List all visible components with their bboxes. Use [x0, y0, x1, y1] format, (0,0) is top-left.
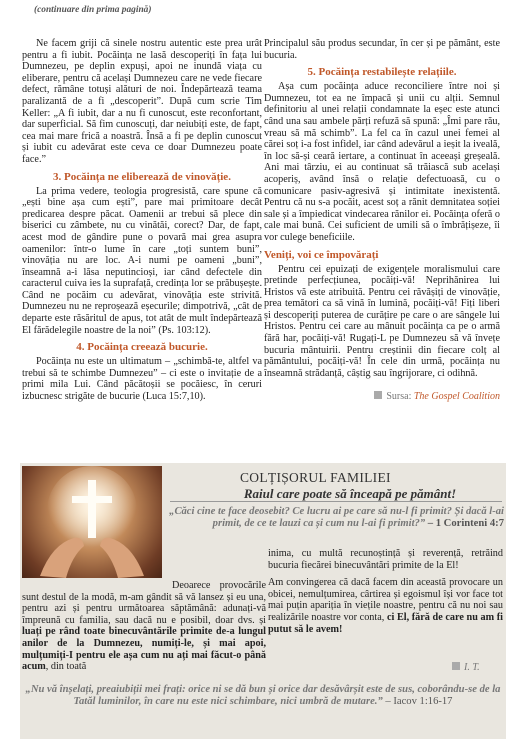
paragraph	[268, 577, 503, 635]
section-heading-6: Veniți, voi ce împovărați	[264, 248, 379, 261]
square-icon	[452, 662, 460, 670]
family-corner-subtitle: Raiul care poate să înceapă pe pământ!	[243, 486, 457, 501]
text-span: , din toată	[45, 661, 87, 673]
right-column	[264, 38, 500, 402]
signature	[452, 662, 480, 673]
cross-hands-image	[22, 466, 162, 578]
source-label: Sursa:	[386, 391, 412, 403]
paragraph: Ne facem griji că sinele nostru autentic este prea urât pentru a fi iubit. Pocăința ne lasă descoperiți în fața lui Dumnezeu, pe deplin expuși, apoi ne inundă viața cu eliberare, pentru că același Dumnezeu care ne vede fiecare defect, rămâne totuși alături de noi. Îndepărtează teama paralizantă de a fi „descoperit”. După cum scrie Tim Keller: „A fi iubit, dar a nu fi cunoscut, este reconfortant, dar superficial. Să fim cunoscuți, dar neiubiți este, de fapt, cea mai mare frică a noastră. Însă a fi pe deplin cunoscut și iubit cu adevărat este ceva ce doar Dumnezeu poate face.”	[22, 38, 262, 165]
text-span: Deoarece provocările sunt destul de la modă, m-am gândit să vă lansez și eu una, pentru azi și pentru următoarea săptămână: adunați-vă împreună cu familia, sau dacă nu e posibil, doar dvs. și	[22, 580, 266, 626]
divider	[170, 501, 502, 502]
text-span: Am convingerea că dacă facem din această provocare un obicei, nemulțumirea, cârtirea și egoismul își vor face tot mai puțin apariția în viețile noastre, pentru că nu noi sau realizările noastre vor conta,	[268, 577, 503, 623]
paragraph: Așa cum pocăința aduce reconciliere între noi și Dumnezeu, tot ea ne împacă și unii cu alții. Semnul definitoriu al unei relații condamnate la eșec este atunci când una sau ambele părți refuză să spună: „Îmi pare rău, vreau să mă schimb”. La fel ca în cazul unei femei al cărei soț i-a fost infidel, iar când adevărul a ieșit la iveală, în loc să-și ceară iertare, a continuat în aceeași greșeală. Ani mai târziu, ei au continuat să trăiască sub același acoperiș, având însă o relație defectuoasă, cu o comunicare pasiv-agresivă și intimitate inexistentă. Pentru că nu s-a pocăit, acest soț a rănit demnitatea soției sale și a împiedicat vindecarea rănilor ei. Pocăința oferă o cale mai bună. Cei suficient de umili să o îmbrățișeze, îi vor culege beneficiile.	[264, 81, 500, 243]
section-heading-4: 4. Pocăința creează bucurie.	[76, 341, 208, 354]
verse-text: „Nu vă înșelați, preaiubiții mei frați: orice ni se dă bun și orice dar desăvârșit este de sus, coborându-se de la Tatăl luminilor, în care nu este nici schimbare, nici umbră de mutare.”	[25, 684, 501, 707]
family-corner-title: COLȚIȘORUL FAMILIEI	[240, 470, 391, 485]
paragraph	[22, 580, 266, 673]
verse-text: „Căci cine te face deosebit? Ce lucru ai pe care să nu-l fi primit? Și dacă l-ai primit, de ce te lauzi ca și cum nu l-ai fi primit?”	[169, 506, 504, 529]
paragraph: Pocăința nu este un ultimatum – „schimbă-te, altfel va trebui să te schimbe Dumnezeu” – ci este o invitație de a primi mila Lui. Când păcătoșii se pocăiesc, în ceruri izbucnesc strigăte de bucurie (Luca 15:7,10).	[22, 356, 262, 403]
emphasis-text: luați pe rând toate binecuvântările primite de-a lungul anilor de la Dumnezeu, numiți-le, și mai apoi, mulțumiți-I pentru ele așa cum nu ați mai făcut-o până acum	[22, 626, 266, 673]
section-heading-5: 5. Pocăința restabilește relațiile.	[307, 66, 457, 79]
emphasis-text: ci El, fără de care nu am fi putut să le avem!	[268, 611, 503, 635]
verse-reference: – Iacov 1:16-17	[385, 695, 453, 707]
closing-verse-quote	[22, 684, 504, 707]
verse-reference: – 1 Corinteni 4:7	[427, 517, 504, 529]
square-icon	[374, 391, 382, 399]
bible-verse-quote	[160, 506, 504, 529]
paragraph: inima, cu multă recunoștință și reverență, retrăind bucuria fiecărei binecuvântări primite de la El!	[268, 548, 503, 571]
paragraph: Pentru cei epuizați de exigențele moralismului care pretinde perfecțiunea, pocăiți-vă! Neprihănirea lui Hristos vă este atribuită. Pentru cei răvășiți de vinovăție, prea temători ca să vină în lumină, pocăiți-vă! Fiți liberi și descoperiți puterea de curățire pe care o are sângele lui Hristos. Pentru cei care au mânuit pocăința ca pe o armă fără har, pocăiți-vă! Rugați-L pe Dumnezeu să vă învețe bucuria mântuirii. Pentru creștinii din fiecare colț al pământului, pocăiți-vă! În cele din urmă, pocăința nu înseamnă strădanță, câștig sau îngrijorare, ci odihnă.	[264, 263, 500, 379]
source-credit	[264, 391, 500, 402]
signature-text: I. T.	[464, 662, 480, 673]
family-right-column	[268, 548, 503, 635]
section-heading-3: 3. Pocăința ne eliberează de vinovăție.	[53, 170, 231, 183]
continuation-note: (continuare din prima pagină)	[34, 5, 152, 15]
paragraph: Principalul său produs secundar, în cer și pe pământ, este bucuria.	[264, 38, 500, 61]
family-left-column	[22, 580, 266, 673]
cross-illustration	[22, 466, 162, 578]
left-column	[22, 38, 262, 403]
paragraph: La prima vedere, teologia progresistă, care spune că „ești bine așa cum ești”, pare mai primitoare decât predicarea despre păcat. Oamenii ar trebui să plece din biserici cu zâmbete, nu cu vinătăi, corect? Dar, de fapt, acest mod de gândire pune o povară mai grea asupra oamenilor: într-o lume în care „toți suntem buni”, vinovăția nu are loc. A-i numi pe oameni „buni”, înseamnă a-i lăsa neputincioși, iar când defectele din caracterul cuiva ies la suprafață, credința lor se prăbușește. Când ne pocăim cu adevărat, vinovăția este strivită. Dumnezeu nu ne reproșează eșecurile; dimpotrivă, „cât de departe este răsăritul de apus, tot atât de mult îndepărtează El fărădelegile noastre de la noi” (Ps. 103:12).	[22, 185, 262, 336]
source-name: The Gospel Coalition	[413, 391, 500, 403]
